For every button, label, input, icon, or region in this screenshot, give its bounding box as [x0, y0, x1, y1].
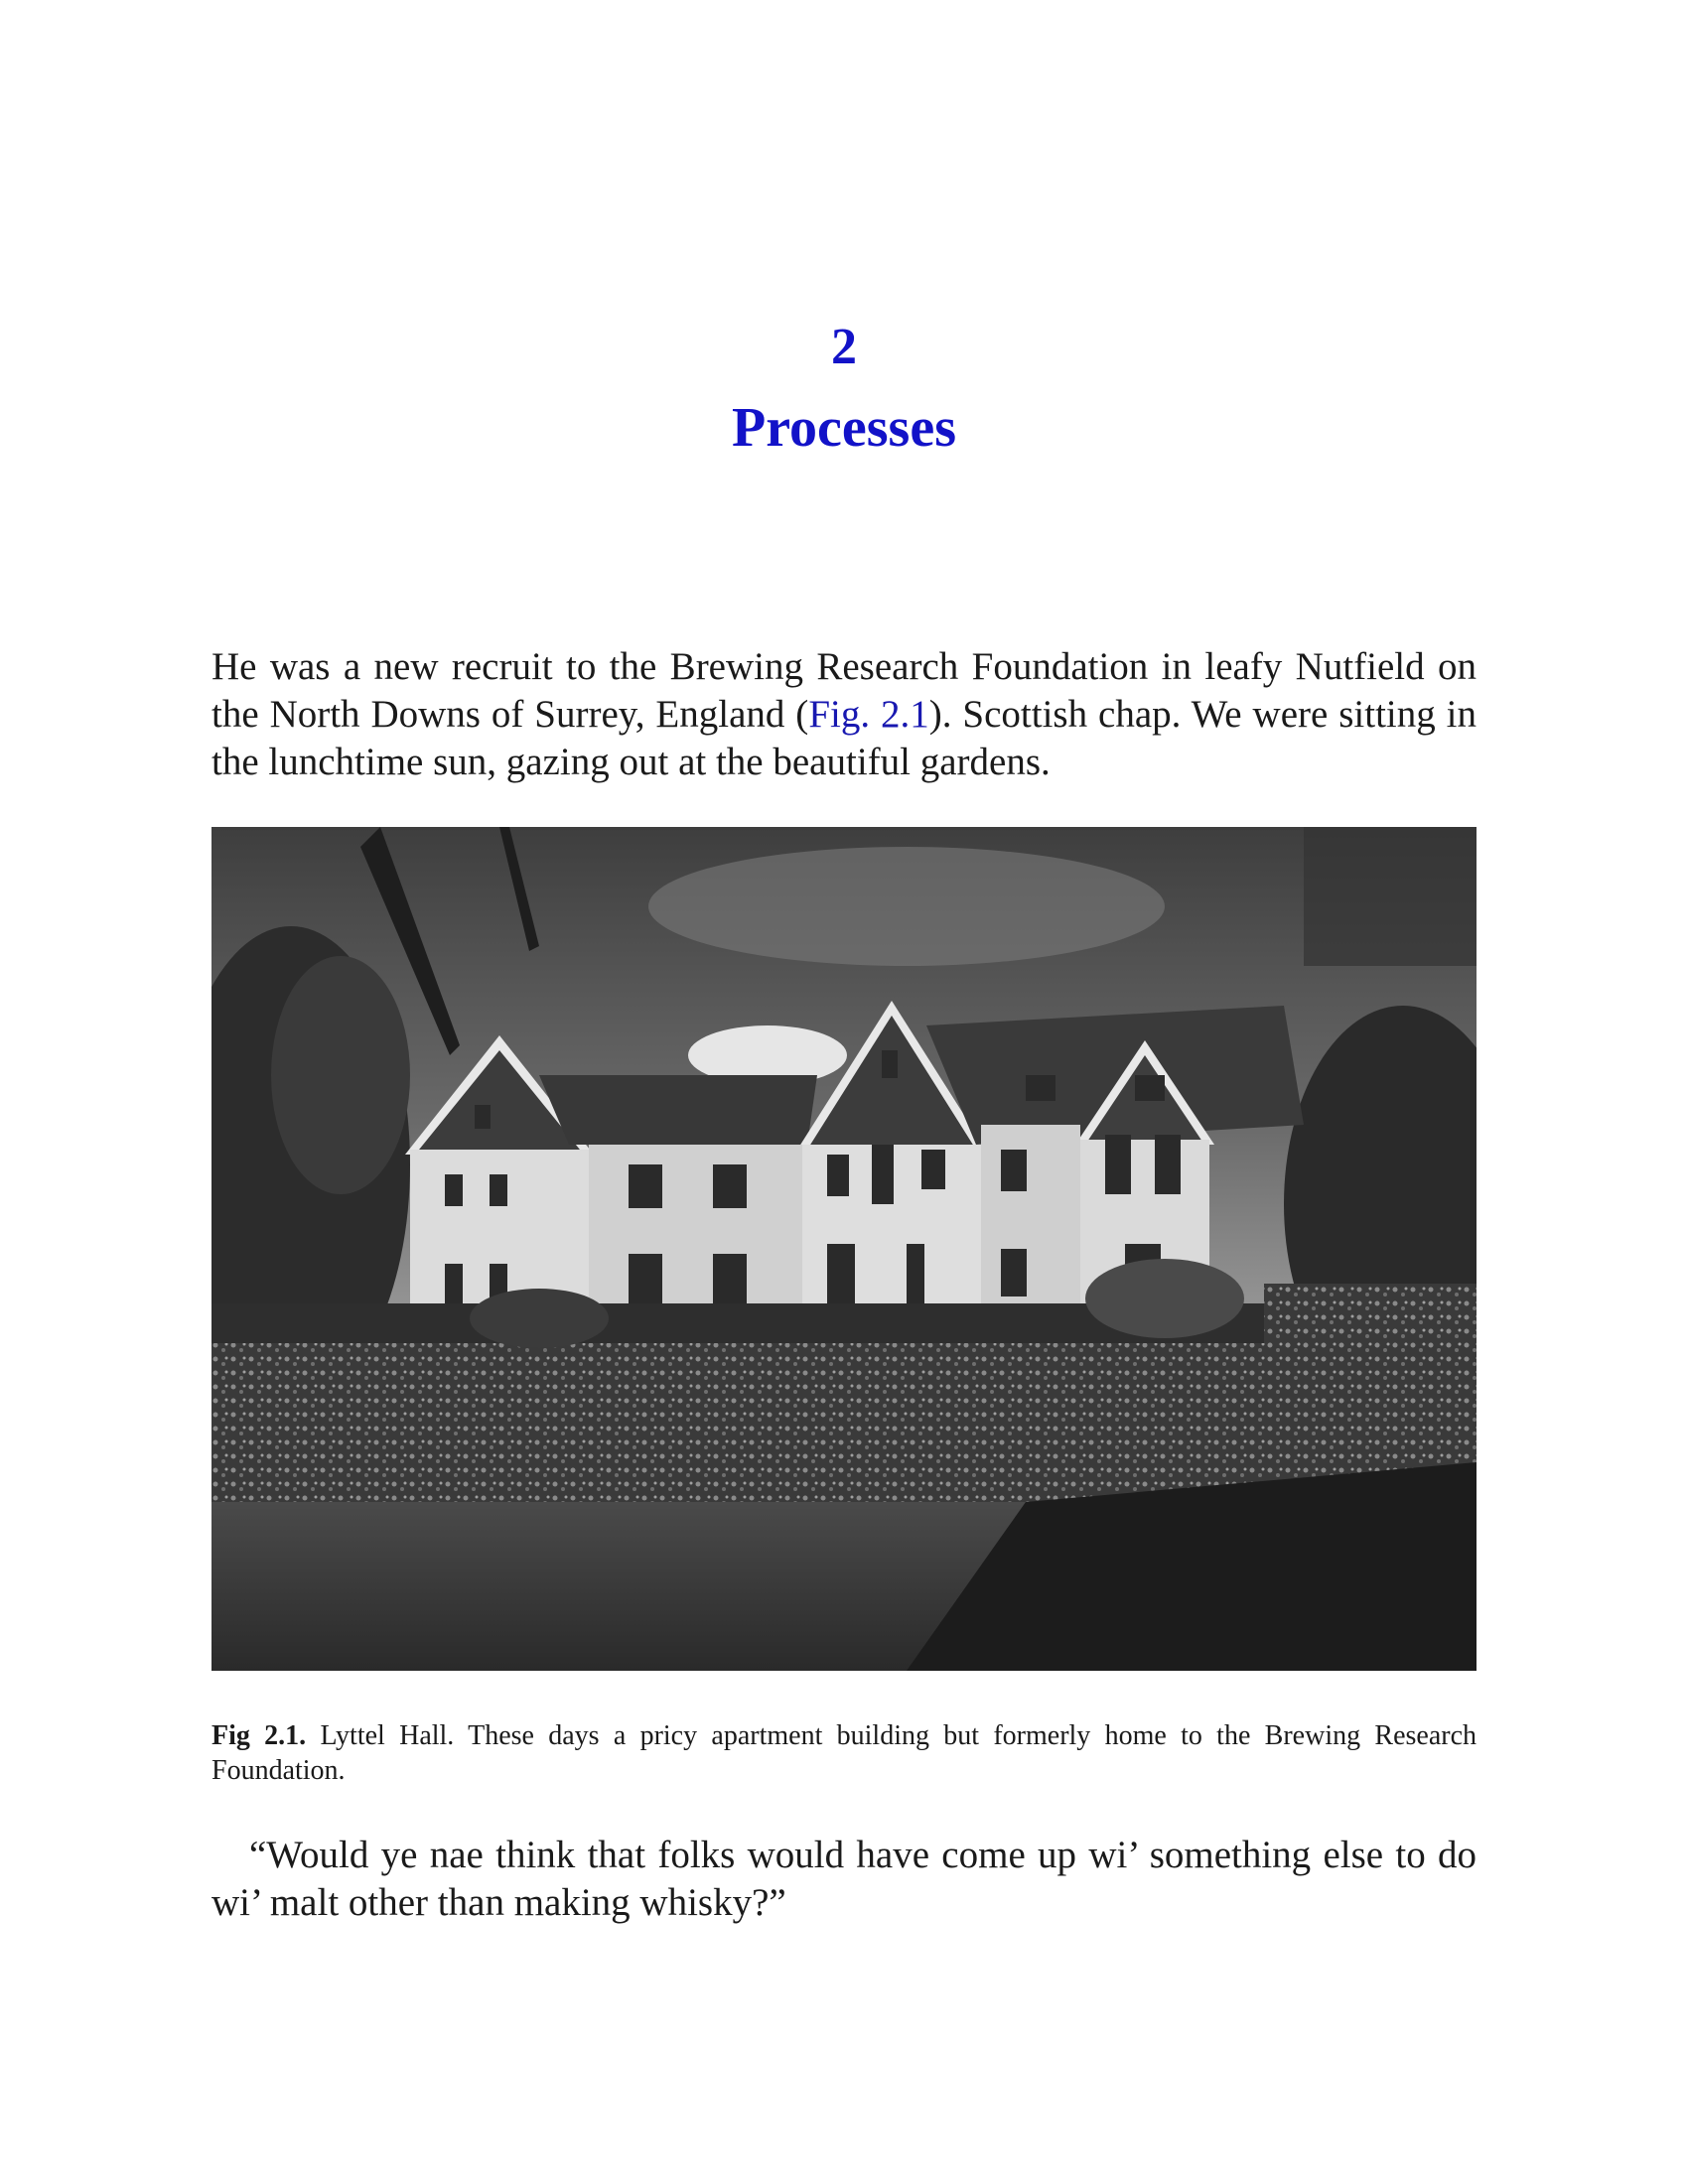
- dialogue-paragraph: “Would ye nae think that folks would have come up wi’ something else to do wi’ malt other than making whisky?”: [211, 1834, 1477, 1924]
- intro-text-after-link: ). Scottish chap. We were sitting in the lunchtime sun, gazing out at the beautiful gardens.: [211, 693, 1477, 783]
- caption-text: Lyttel Hall. These days a pricy apartment building but formerly home to the Brewing Research Foundation.: [211, 1720, 1477, 1786]
- chapter-number: 2: [831, 319, 857, 375]
- figure-reference-link[interactable]: Fig. 2.1: [808, 693, 929, 736]
- intro-paragraph: [211, 643, 1477, 786]
- chapter-title: Processes: [732, 397, 956, 459]
- lyttel-hall-photo: [211, 827, 1477, 1671]
- caption-label: Fig 2.1.: [211, 1720, 307, 1751]
- intro-text-before-link: He was a new recruit to the Brewing Research Foundation in leafy Nutfield on the North Downs of Surrey, England (: [211, 645, 1477, 736]
- figure-caption: [211, 1718, 1477, 1788]
